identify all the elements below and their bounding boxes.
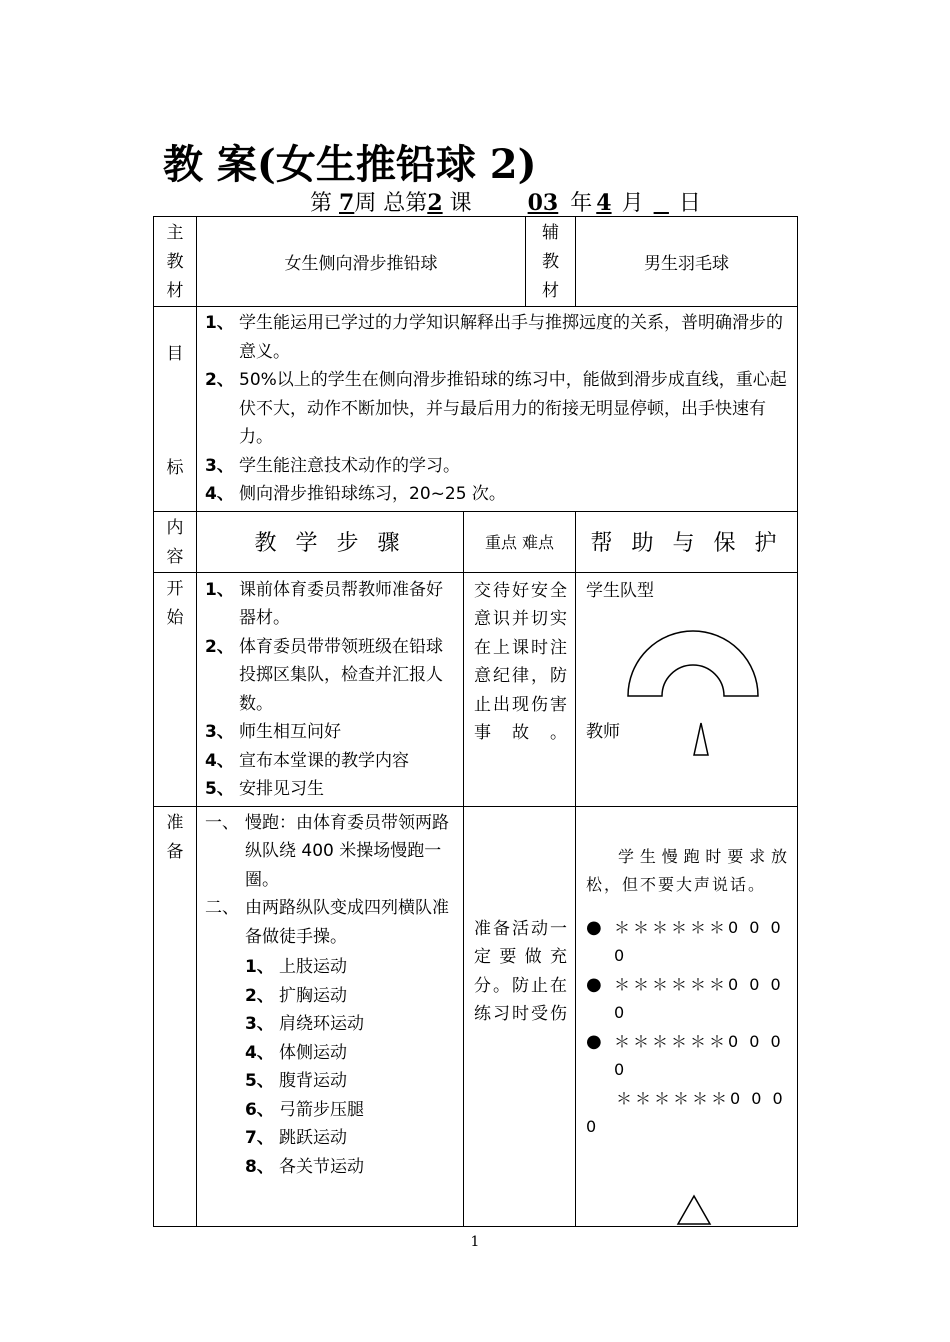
objective-number: 4、 [205, 484, 234, 504]
objective-text: 50%以上的学生在侧向滑步推铅球的练习中，能做到滑步成直线，重心起伏不大，动作不断加快，并与最后用力的衔接无明显停顿，出手快速有力。 [239, 370, 787, 447]
day-value [644, 190, 679, 216]
start-step-number: 2、 [205, 636, 234, 657]
formation-row-tail: 0 [614, 946, 625, 965]
exercise-item [245, 953, 457, 982]
objectives-content [197, 307, 798, 512]
exercise-text: 体侧运动 [279, 1042, 347, 1063]
start-step-text: 课前体育委员帮教师准备好器材。 [239, 579, 443, 628]
start-step-number: 1、 [205, 579, 234, 600]
objective-text: 学生能注意技术动作的学习。 [239, 455, 460, 476]
objectives-row [154, 307, 798, 512]
start-step [205, 747, 457, 776]
steps-header: 教 学 步 骤 [197, 511, 464, 572]
formation-row-tail: 0 [614, 1003, 625, 1022]
start-row [154, 572, 798, 806]
start-step [205, 718, 457, 747]
start-step-text: 体育委员带带领班级在铅球投掷区集队，检查并汇报人数。 [239, 636, 443, 714]
teacher-label: 教师 [586, 721, 620, 742]
prep-label: 准 备 [154, 806, 197, 1226]
lesson-number: 2 [427, 190, 443, 216]
objective-item [205, 480, 791, 509]
objective-text: 侧向滑步推铅球练习，20~25 次。 [239, 484, 506, 504]
formation-label: 学生队型 [586, 580, 654, 601]
whistle-dot-icon: ● [586, 916, 602, 938]
year-value: 03 [527, 190, 559, 216]
exercise-text: 跳跃运动 [279, 1128, 347, 1148]
prep-help-text: 学生慢跑时要求放松，但不要大声说话。 [586, 846, 789, 894]
materials-row [154, 217, 798, 307]
exercise-number: 5、 [245, 1071, 274, 1091]
prep-step-number: 一、 [205, 812, 239, 833]
document-title: 教 案(女生推铅球 2) [163, 141, 537, 188]
objective-item [205, 366, 791, 452]
objective-number: 1、 [205, 313, 234, 333]
whistle-dot-icon: ● [586, 973, 602, 995]
start-key-points: 交待好安全意识并切实在上课时注意纪律，防止出现伤害事故。 [464, 572, 576, 806]
exercise-number: 8、 [245, 1156, 274, 1177]
teacher-triangle-icon [691, 721, 711, 757]
prep-steps [197, 806, 464, 1226]
week-suffix: 周 总第 [354, 191, 428, 216]
exercise-text: 肩绕环运动 [279, 1014, 364, 1034]
lesson-plan-table [153, 216, 798, 1227]
start-steps-list [197, 573, 463, 806]
prep-step-number: 二、 [205, 898, 239, 918]
formation-row-tail: 0 [614, 1060, 625, 1079]
start-step-text: 师生相互问好 [239, 722, 341, 742]
key-points-header: 重点 难点 [464, 511, 576, 572]
objective-item [205, 452, 791, 481]
prep-row [154, 806, 798, 1226]
help-header: 帮 助 与 保 护 [576, 511, 798, 572]
exercise-item [245, 982, 457, 1011]
year-label: 年 [570, 191, 593, 216]
exercise-item [245, 1067, 457, 1096]
start-step-number: 4、 [205, 750, 234, 771]
page-number: 1 [470, 1234, 480, 1250]
exercise-number: 6、 [245, 1099, 274, 1120]
header-row [154, 511, 798, 572]
whistle-dot-icon: ● [586, 1030, 602, 1052]
start-step [205, 775, 457, 804]
exercise-text: 上肢运动 [279, 957, 347, 977]
start-steps [197, 572, 464, 806]
formation-row-tail: 0 [586, 1117, 597, 1136]
exercise-number: 7、 [245, 1128, 274, 1148]
start-help [576, 572, 798, 806]
objectives-label-1: 目 [166, 344, 184, 364]
prep-help [576, 806, 798, 1226]
exercise-item [245, 1096, 457, 1125]
main-material: 女生侧向滑步推铅球 [197, 217, 526, 307]
start-step-number: 3、 [205, 722, 234, 742]
start-step-text: 安排见习生 [239, 779, 324, 799]
aux-material: 男生羽毛球 [576, 217, 798, 307]
formation-row-line: ＊＊＊＊＊＊0 0 0 [616, 1088, 786, 1108]
prep-step [205, 809, 457, 895]
exercise-item [245, 1153, 457, 1182]
start-step [205, 576, 457, 633]
exercise-list [197, 953, 463, 1183]
objectives-label-2: 标 [166, 458, 184, 478]
exercise-number: 3、 [245, 1014, 274, 1034]
start-step-number: 5、 [205, 779, 234, 799]
formation-row [586, 914, 789, 971]
start-step [205, 633, 457, 719]
exercise-text: 腹背运动 [279, 1071, 347, 1091]
start-step-text: 宣布本堂课的教学内容 [239, 750, 409, 771]
day-label: 日 [678, 191, 701, 216]
aux-material-label: 辅 教 材 [526, 217, 576, 307]
exercise-item [245, 1124, 457, 1153]
month-value: 4 [596, 190, 612, 216]
week-prefix: 第 [310, 191, 339, 216]
formation-row [586, 971, 789, 1028]
content-label: 内 容 [154, 511, 197, 572]
teacher-triangle-icon [676, 1194, 712, 1226]
prep-step-text: 慢跑：由体育委员带领两路纵队绕 400 米操场慢跑一圈。 [245, 812, 449, 890]
exercise-text: 扩胸运动 [279, 985, 347, 1006]
formation-row-line: ＊＊＊＊＊＊0 0 0 [614, 917, 784, 937]
prep-key-points: 准备活动一定要做充分。防止在练习时受伤 [464, 806, 576, 1226]
exercise-number: 1、 [245, 957, 274, 977]
prep-step [205, 894, 457, 951]
start-label: 开 始 [154, 572, 197, 806]
exercise-item [245, 1039, 457, 1068]
exercise-number: 4、 [245, 1042, 274, 1063]
semicircle-formation-icon [626, 618, 760, 698]
formation-row-line: ＊＊＊＊＊＊0 0 0 [614, 1031, 784, 1051]
exercise-text: 各关节运动 [279, 1156, 364, 1177]
exercise-number: 2、 [245, 985, 274, 1006]
week-number: 7 [339, 190, 355, 216]
prep-steps-list [197, 807, 463, 954]
objective-number: 3、 [205, 455, 234, 476]
formation-row [586, 1085, 789, 1114]
lesson-info-line [310, 186, 701, 217]
objectives-list [197, 307, 797, 511]
formation-row-line: ＊＊＊＊＊＊0 0 0 [614, 974, 784, 994]
prep-formation [576, 807, 797, 1142]
objective-item [205, 309, 791, 366]
formation-row [586, 1028, 789, 1085]
exercise-item [245, 1010, 457, 1039]
objectives-label [154, 307, 197, 512]
objective-number: 2、 [205, 370, 234, 390]
exercise-text: 弓箭步压腿 [279, 1099, 364, 1120]
main-material-label: 主 教 材 [154, 217, 197, 307]
prep-step-text: 由两路纵队变成四列横队准备做徒手操。 [245, 898, 449, 947]
month-label: 月 [621, 191, 644, 216]
lesson-suffix: 课 [442, 191, 472, 216]
objective-text: 学生能运用已学过的力学知识解释出手与推掷远度的关系，普明确滑步的意义。 [239, 313, 783, 362]
